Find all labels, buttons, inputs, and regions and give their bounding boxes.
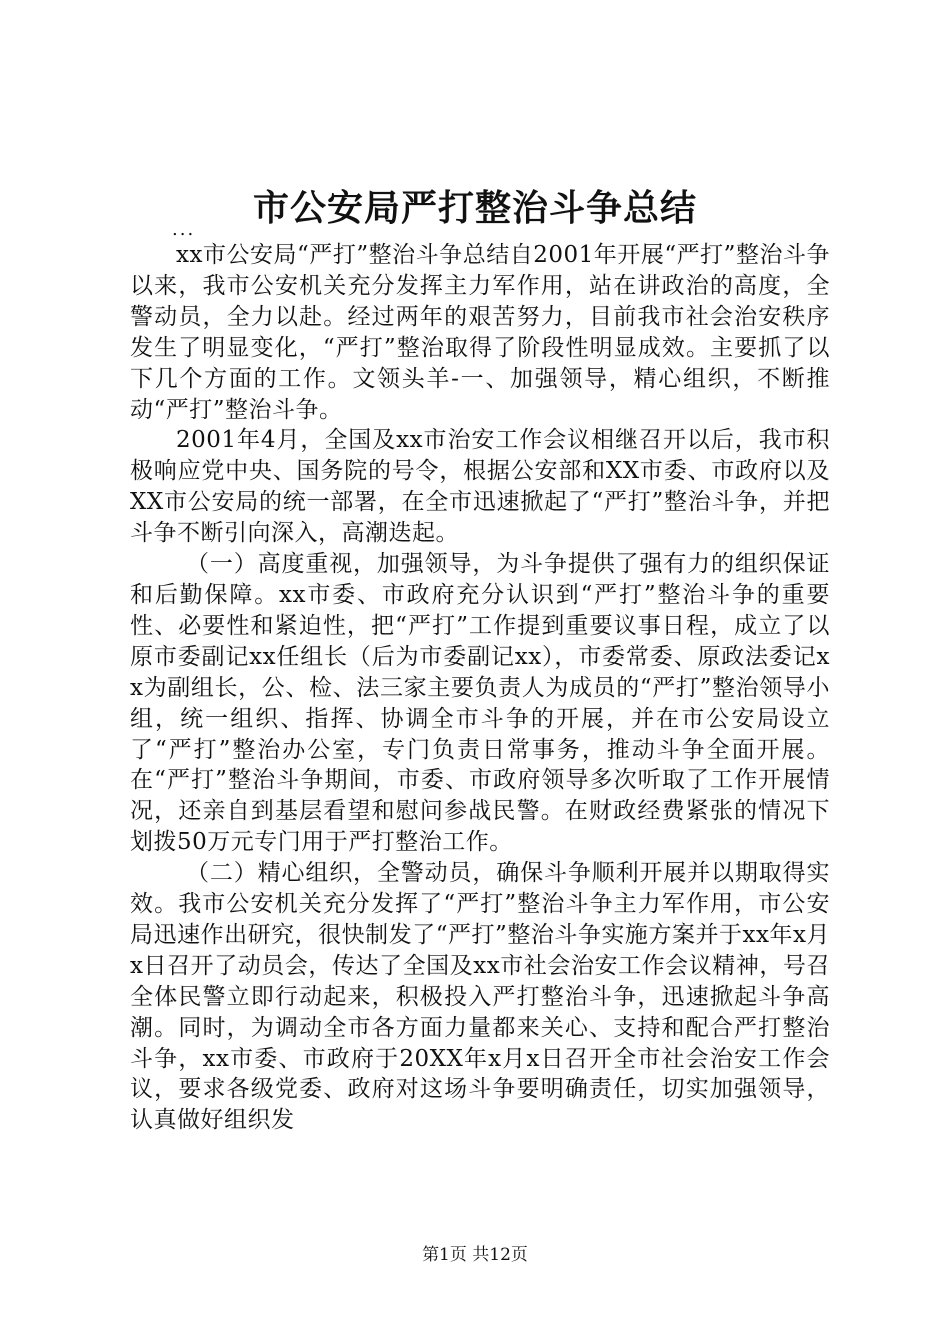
paragraph-section-1: （一）高度重视，加强领导，为斗争提供了强有力的组织保证和后勤保障。xx市委、市政府充分认识到“严打”整治斗争的重要性、必要性和紧迫性，把“严打”工作提到重要议事日程，成立了以原市委副记xx任组长（后为市委副记xx），市委常委、原政法委记xx为副组长，公、检、法三家主要负责人为成员的“严打”整治领导小组，统一组织、指挥、协调全市斗争的开展，并在市公安局设立了“严打”整治办公室，专门负责日常事务，推动斗争全面开展。在“严打”整治斗争期间，市委、市政府领导多次听取了工作开展情况，还亲自到基层看望和慰问参战民警。在财政经费紧张的情况下划拨50万元专门用于严打整治工作。 (130, 551, 830, 856)
page-footer: 第1页 共12页 (422, 1245, 528, 1265)
paragraph-2001: 2001年4月，全国及xx市治安工作会议相继召开以后，我市积极响应党中央、国务院的号令，根据公安部和XX市委、市政府以及XX市公安局的统一部署，在全市迅速掀起了“严打”整治斗争，并把斗争不断引向深入，高潮迭起。 (130, 427, 830, 547)
document-title: 市公安局严打整治斗争总结 (252, 187, 697, 229)
paragraph-section-2: （二）精心组织，全警动员，确保斗争顺利开展并以期取得实效。我市公安机关充分发挥了“严打”整治斗争主力军作用，市公安局迅速作出研究，很快制发了“严打”整治斗争实施方案并于xx年x月x日召开了动员会，传达了全国及xx市社会治安工作会议精神，号召全体民警立即行动起来，积极投入严打整治斗争，迅速掀起斗争高潮。同时，为调动全市各方面力量都来关心、支持和配合严打整治斗争，xx市委、市政府于20XX年x月x日召开全市社会治安工作会议，要求各级党委、政府对这场斗争要明确责任，切实加强领导，认真做好组织发 (130, 860, 830, 1134)
document-body (130, 240, 830, 1136)
paragraph-intro: xx市公安局“严打”整治斗争总结自2001年开展“严打”整治斗争以来，我市公安机关充分发挥主力军作用，站在讲政治的高度，全警动员，全力以赴。经过两年的艰苦努力，目前我市社会治安秩序发生了明显变化，“严打”整治取得了阶段性明显成效。主要抓了以下几个方面的工作。文领头羊-一、加强领导，精心组织，不断推动“严打”整治斗争。 (130, 242, 830, 423)
ellipsis-marker: ... (172, 219, 196, 240)
